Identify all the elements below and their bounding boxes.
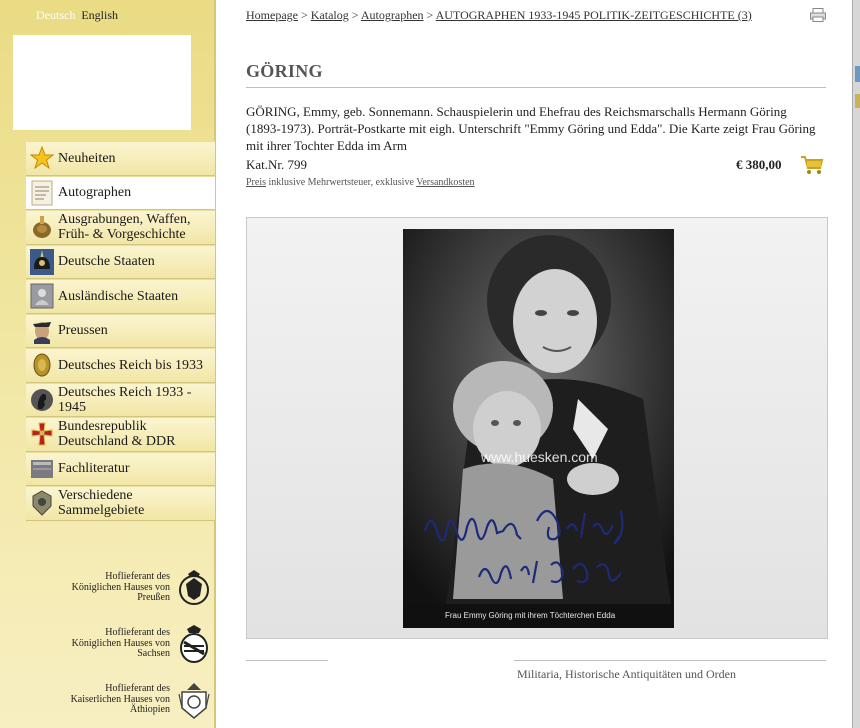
title-divider — [246, 87, 826, 88]
royal-suppliers — [60, 560, 212, 728]
breadcrumb-catalog-link[interactable]: Katalog — [310, 8, 349, 22]
nav-label: Neuheiten — [58, 150, 116, 166]
category-nav — [26, 141, 215, 521]
ethiopia-crest-icon — [176, 680, 212, 720]
nav-label: Deutsches Reich 1933 - 1945 — [58, 384, 192, 415]
handwritten-signature — [417, 491, 667, 601]
language-english-link[interactable]: English — [81, 8, 118, 22]
side-tab-marker — [855, 66, 860, 82]
breadcrumb-separator: > — [348, 8, 361, 22]
footer-logo-placeholder — [328, 654, 514, 692]
supplier-text: Hoflieferant des Kaiserlichen Hauses von Äthiopien — [70, 683, 170, 716]
vat-text: inklusive Mehrwertsteuer, exklusive — [266, 177, 417, 188]
product-description: GÖRING, Emmy, geb. Sonnemann. Schauspielerin und Ehefrau des Reichsmarschalls Hermann Göring (1893-1973). Porträt-Postkarte mit eigh. Unterschrift "Emmy Göring und Edda". Die Karte zeigt Frau Göring mit ihrer Tochter Edda im Arm — [246, 104, 816, 153]
vat-notice — [246, 177, 475, 188]
profile-icon — [29, 387, 55, 413]
language-switcher — [36, 8, 118, 23]
helmet-icon — [29, 214, 55, 240]
breadcrumb — [246, 8, 752, 23]
product-price: € 380,00 — [736, 157, 782, 172]
nav-item-preussen[interactable] — [26, 314, 215, 349]
supplier-text: Hoflieferant des Königlichen Hauses von Sachsen — [71, 627, 170, 660]
nav-item-deutsche-staaten[interactable] — [26, 245, 215, 280]
badge-icon — [29, 352, 55, 378]
breadcrumb-current-link[interactable]: AUTOGRAPHEN 1933-1945 POLITIK-ZEITGESCHICHTE (3) — [435, 8, 752, 22]
nav-item-ausgrabungen[interactable] — [26, 210, 215, 245]
nav-label: Bundesrepublik Deutschland & DDR — [58, 419, 176, 450]
sidebar — [0, 0, 216, 728]
nav-item-autographen[interactable] — [26, 176, 215, 211]
medal-icon — [29, 490, 55, 516]
nav-label: Deutsches Reich bis 1933 — [58, 357, 204, 373]
shipping-costs-link[interactable]: Versandkosten — [416, 177, 475, 188]
breadcrumb-separator: > — [423, 8, 436, 22]
nav-item-deutsches-reich-bis-1933[interactable] — [26, 348, 215, 383]
document-icon — [29, 180, 55, 206]
breadcrumb-separator: > — [297, 8, 311, 22]
nav-item-neuheiten[interactable] — [26, 141, 215, 176]
nav-label: Ausgrabungen, Waffen, Früh- & Vorgeschichte — [58, 212, 191, 243]
catalog-number: Kat.Nr. 799 — [246, 157, 308, 172]
saxony-crest-icon — [176, 624, 212, 664]
portrait-icon — [29, 283, 55, 309]
nav-item-bundesrepublik[interactable] — [26, 417, 215, 452]
nav-label: Deutsche Staaten — [58, 254, 155, 270]
star-icon — [29, 145, 55, 171]
spiked-helmet-icon — [29, 249, 55, 275]
supplier-prussia — [60, 560, 212, 616]
window-edge — [852, 0, 860, 728]
nav-label: Ausländische Staaten — [58, 288, 179, 304]
watermark-text: www.huesken.com — [481, 449, 598, 465]
nav-item-verschiedene[interactable] — [26, 486, 215, 521]
shopping-cart-icon[interactable] — [800, 155, 824, 175]
breadcrumb-category-link[interactable]: Autographen — [360, 8, 424, 22]
king-portrait-icon — [29, 318, 55, 344]
footer-tagline: Militaria, Historische Antiquitäten und Orden — [517, 667, 736, 681]
nav-item-auslaendische-staaten[interactable] — [26, 279, 215, 314]
logo-placeholder — [13, 35, 191, 130]
nav-label: Verschiedene Sammelgebiete — [58, 488, 145, 519]
breadcrumb-home-link[interactable]: Homepage — [246, 8, 298, 22]
book-icon — [29, 456, 55, 482]
nav-item-deutsches-reich-1933-1945[interactable] — [26, 383, 215, 418]
product-title: GÖRING — [246, 61, 323, 81]
price-info-link[interactable]: Preis — [246, 177, 266, 188]
product-image-frame — [246, 217, 828, 639]
cross-icon — [29, 421, 55, 447]
nav-item-fachliteratur[interactable] — [26, 452, 215, 487]
supplier-ethiopia — [60, 672, 212, 728]
nav-label: Autographen — [58, 185, 132, 201]
product-photo[interactable] — [403, 229, 674, 628]
side-tab-marker — [855, 94, 860, 108]
supplier-saxony — [60, 616, 212, 672]
language-german-link[interactable]: Deutsch — [36, 8, 76, 22]
prussia-crest-icon — [176, 568, 212, 608]
photo-caption: Frau Emmy Göring mit ihrem Töchterchen Edda — [445, 611, 616, 620]
nav-label: Preussen — [58, 323, 108, 339]
nav-label: Fachliteratur — [58, 461, 130, 477]
supplier-text: Hoflieferant des Königlichen Hauses von Preußen — [71, 571, 170, 604]
print-icon[interactable] — [810, 8, 826, 22]
